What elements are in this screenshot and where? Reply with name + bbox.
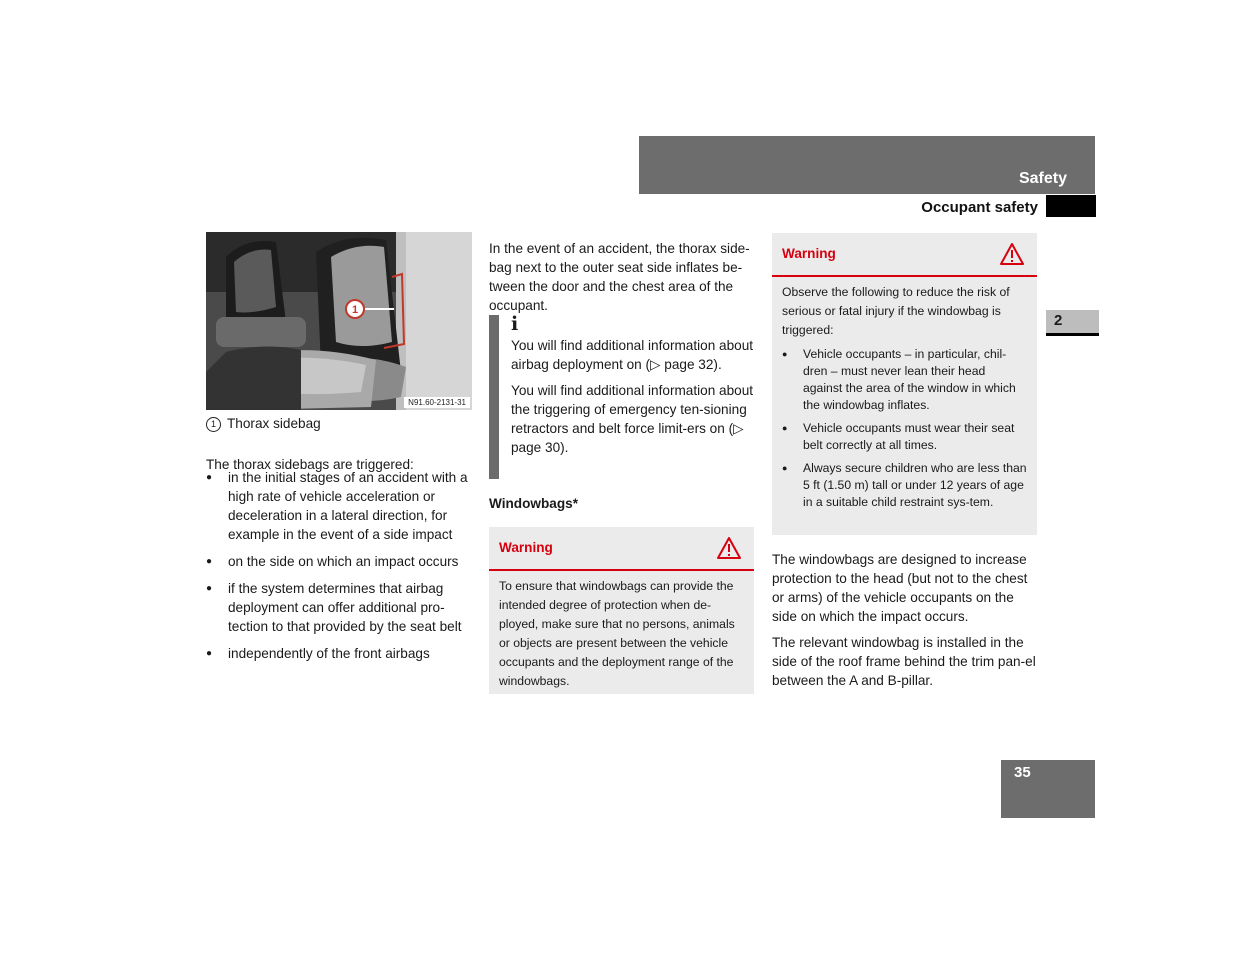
caption-marker: 1 [206, 417, 221, 432]
warning-body [772, 277, 1037, 523]
warning-triangle-icon [716, 536, 742, 565]
page-number-box [1001, 760, 1095, 818]
page-number: 35 [1014, 764, 1031, 781]
list-item: ● Vehicle occupants must wear their seat belt correctly at all times. [782, 420, 1027, 454]
chapter-number: 2 [1054, 312, 1063, 329]
section-header-bar [639, 136, 1095, 194]
trigger-intro: The thorax sidebags are triggered: [206, 456, 414, 472]
list-item: ● on the side on which an impact occurs [206, 552, 474, 571]
paragraph: The relevant windowbag is installed in the side of the roof frame behind the trim pan-el between the A and B-pillar. [772, 635, 1036, 688]
thorax-paragraph: In the event of an accident, the thorax side-bag next to the outer seat side inflates be-tween the door and the chest area of the occupant. [489, 240, 750, 313]
warning-header [772, 233, 1037, 277]
chapter-tab [1046, 310, 1099, 336]
seat-illustration [206, 232, 472, 410]
warning-list [782, 346, 1027, 511]
info-paragraph: You will find additional information about the triggering of emergency ten-sioning retractors and belt force limit-ers on (▷ page 30). [511, 383, 754, 455]
warning-title: Warning [782, 246, 836, 261]
list-item: ● Vehicle occupants – in particular, chil-dren – must never lean their head against the area of the window in which the windowbag inflates. [782, 346, 1027, 414]
warning-body: To ensure that windowbags can provide the intended degree of protection when de-ployed, make sure that no persons, animals or objects are present between the vehicle occupants and the deployment range of the windowbags. [499, 579, 735, 688]
warning-box-windowbags [489, 527, 754, 694]
windowbags-heading: Windowbags* [489, 496, 578, 511]
list-item: ● Always secure children who are less than 5 ft (1.50 m) tall or under 12 years of age in a suitable child restraint sys-tem. [782, 460, 1027, 511]
caption-text: Thorax sidebag [227, 416, 321, 431]
windowbag-description [772, 550, 1038, 690]
warning-intro: Observe the following to reduce the risk of serious or fatal injury if the windowbag is triggered: [782, 285, 1010, 337]
figure-marker: 1 [351, 304, 359, 316]
info-paragraph: You will find additional information about airbag deployment on (▷ page 32). [511, 338, 754, 372]
figure-code: N91.60-2131-31 [404, 397, 470, 408]
trigger-list [206, 468, 474, 671]
info-box [489, 315, 755, 479]
warning-title: Warning [499, 540, 553, 555]
list-item: ● in the initial stages of an accident with a high rate of vehicle acceleration or deceleration in a lateral direction, for example in the event of a side impact [206, 468, 474, 544]
list-item: ● if the system determines that airbag deployment can offer additional pro-tection to that provided by the seat belt [206, 579, 474, 636]
section-title: Safety [1018, 170, 1067, 187]
warning-box-occupants [772, 233, 1037, 535]
list-item: ● independently of the front airbags [206, 644, 474, 663]
seat-photo [206, 232, 472, 410]
info-icon: i [511, 313, 519, 335]
info-bar [489, 315, 499, 479]
paragraph: The windowbags are designed to increase protection to the head (but not to the chest or arms) of the vehicle occupants on the side on which the impact occurs. [772, 552, 1028, 624]
info-text [511, 336, 755, 457]
header-tab-marker [1046, 195, 1096, 217]
warning-triangle-icon [999, 242, 1025, 271]
subsection-title: Occupant safety [921, 199, 1038, 216]
warning-header [489, 527, 754, 571]
figure-caption [206, 414, 472, 433]
